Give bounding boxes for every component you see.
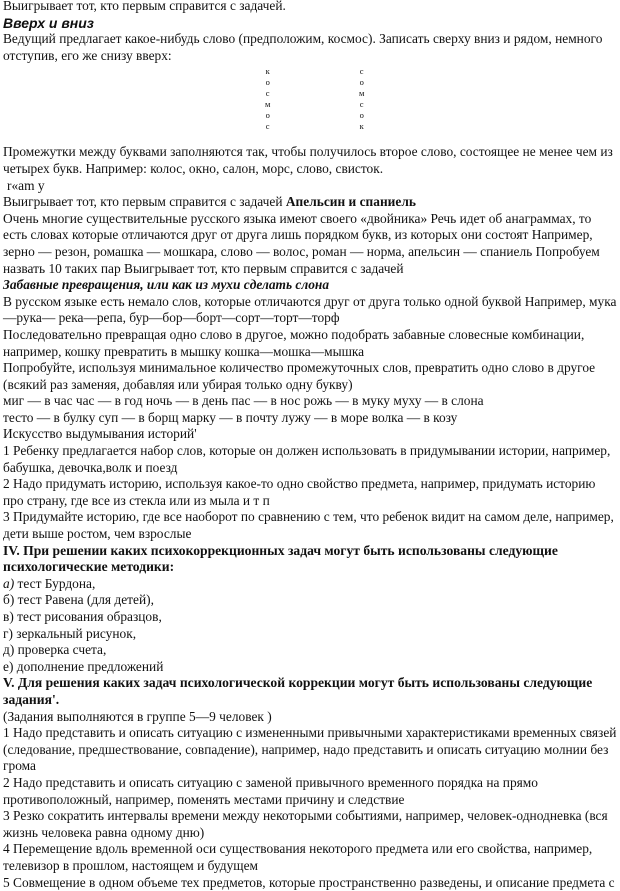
section-v-heading: V. Для решения каких задач психологической коррекции могут быть использованы следующие задания'. <box>3 675 617 708</box>
story-item-2: 2 Надо придумать историю, используя какое-то одно свойство предмета, например, придумать историю про страну, где все из стекла или из мыла и т п <box>3 476 617 509</box>
task-item-5: 5 Совмещение в одном объеме тех предметов, которые пространственно разведены, и описание предмета с <box>3 875 617 891</box>
win-text: Выигрывает тот, кто первым справится с задачей <box>3 194 286 209</box>
method-item: д) проверка счета, <box>3 642 617 659</box>
intro-line: Выигрывает тот, кто первым справится с задачей. <box>3 0 617 15</box>
letter: о <box>360 77 364 88</box>
method-item: г) зеркальный рисунок, <box>3 626 617 643</box>
letter: с <box>360 99 364 110</box>
task-item-2: 2 Надо представить и описать ситуацию с заменой привычного временного порядка на прямо противоположный, например, поменять местами причину и следствие <box>3 775 617 808</box>
win-line <box>3 194 617 211</box>
letter: м <box>265 99 270 110</box>
transform-paragraph-2: Последовательно превращая одно слово в другое, можно подобрать забавные словесные комбинации, например, кошку превратить в мышку кошка—мошка—мышка <box>3 327 617 360</box>
section-v-note: (Задания выполняются в группе 5—9 человек ) <box>3 709 617 726</box>
game-title-up-down: Вверх и вниз <box>3 15 617 32</box>
letter: с <box>266 88 270 99</box>
game-title-anagram: Апельсин и спаниель <box>286 194 416 209</box>
game-title-stories: Искусство выдумывания историй' <box>3 426 617 443</box>
letter: к <box>360 121 364 132</box>
transform-example-1: миг — в час час — в год ночь — в день пас — в нос рожь — в муку муху — в слона <box>3 393 617 410</box>
anagram-paragraph: Очень многие существительные русского языка имеют своего «двойника» Речь идет об анаграммах, то есть словах которые отличаются друг от друга лишь порядком букв, из которых они состоят Например, зерно — резон, ромашка — мошкара, слово — волос, роман — норма, апельсин — спаниель Попробуем назвать 10 таких пар Выигрывает тот, кто первым справится с задачей <box>3 211 617 277</box>
letter: о <box>266 77 270 88</box>
letter: к <box>266 66 270 77</box>
game-explanation: Промежутки между буквами заполняются так, чтобы получилось второе слово, состоящее не менее чем из четырех букв. Например: колос, окно, салон, морс, слово, свисток. <box>3 144 617 177</box>
transform-example-2: тесто — в булку суп — в борщ марку — в почту лужу — в море волка — в козу <box>3 410 617 427</box>
story-item-3: 3 Придумайте историю, где все наоборот по сравнению с тем, что ребенок видит на самом деле, например, дети выше ростом, чем взрослые <box>3 509 617 542</box>
word-columns-figure <box>3 66 617 144</box>
task-item-4: 4 Перемещение вдоль временной оси существования некоторого предмета или его свойства, например, телевизор в прошлом, настоящем и будущем <box>3 841 617 874</box>
transform-paragraph-1: В русском языке есть немало слов, которые отличаются друг от друга только одной буквой Например, мука—рука— река—репа, бур—бор—борт—сорт—торт—торф <box>3 294 617 327</box>
method-item: е) дополнение предложений <box>3 659 617 676</box>
letter: с <box>360 66 364 77</box>
section-iv-heading: IV. При решении каких психокоррекционных задач могут быть использованы следующие психологические методики: <box>3 543 617 576</box>
game-title-transformations: Забавные превращения, или как из мухи сделать слона <box>3 277 617 294</box>
game-description: Ведущий предлагает какое-нибудь слово (предположим, космос). Записать сверху вниз и рядом, немного отступив, его же снизу вверх: <box>3 31 617 64</box>
task-item-3: 3 Резко сократить интервалы времени между некоторыми событиями, например, человек-однодневка (вся жизнь человека равна одному дню) <box>3 808 617 841</box>
letter-column-up <box>359 66 364 132</box>
method-item: б) тест Равена (для детей), <box>3 592 617 609</box>
story-item-1: 1 Ребенку предлагается набор слов, которые он должен использовать в придумывании истории, например, бабушка, девочка,волк и поезд <box>3 443 617 476</box>
letter: м <box>359 88 364 99</box>
task-item-1: 1 Надо представить и описать ситуацию с измененными привычными характеристиками временных связей (следование, предшествование, совпадение), например, надо представить и описать ситуацию молнии без грома <box>3 725 617 775</box>
letter-column-down <box>265 66 270 132</box>
transform-paragraph-3: Попробуйте, используя минимальное количество промежуточных слов, превратить одно слово в другое (всякий раз заменяя, добавляя или убирая только одну букву) <box>3 360 617 393</box>
item-letter: а) <box>3 576 14 591</box>
letter: с <box>266 121 270 132</box>
item-text: тест Бурдона, <box>14 576 95 591</box>
letter: о <box>266 110 270 121</box>
method-item-a <box>3 576 617 593</box>
letter: о <box>360 110 364 121</box>
garbled-text: r«am у <box>3 178 617 195</box>
method-item: в) тест рисования образцов, <box>3 609 617 626</box>
